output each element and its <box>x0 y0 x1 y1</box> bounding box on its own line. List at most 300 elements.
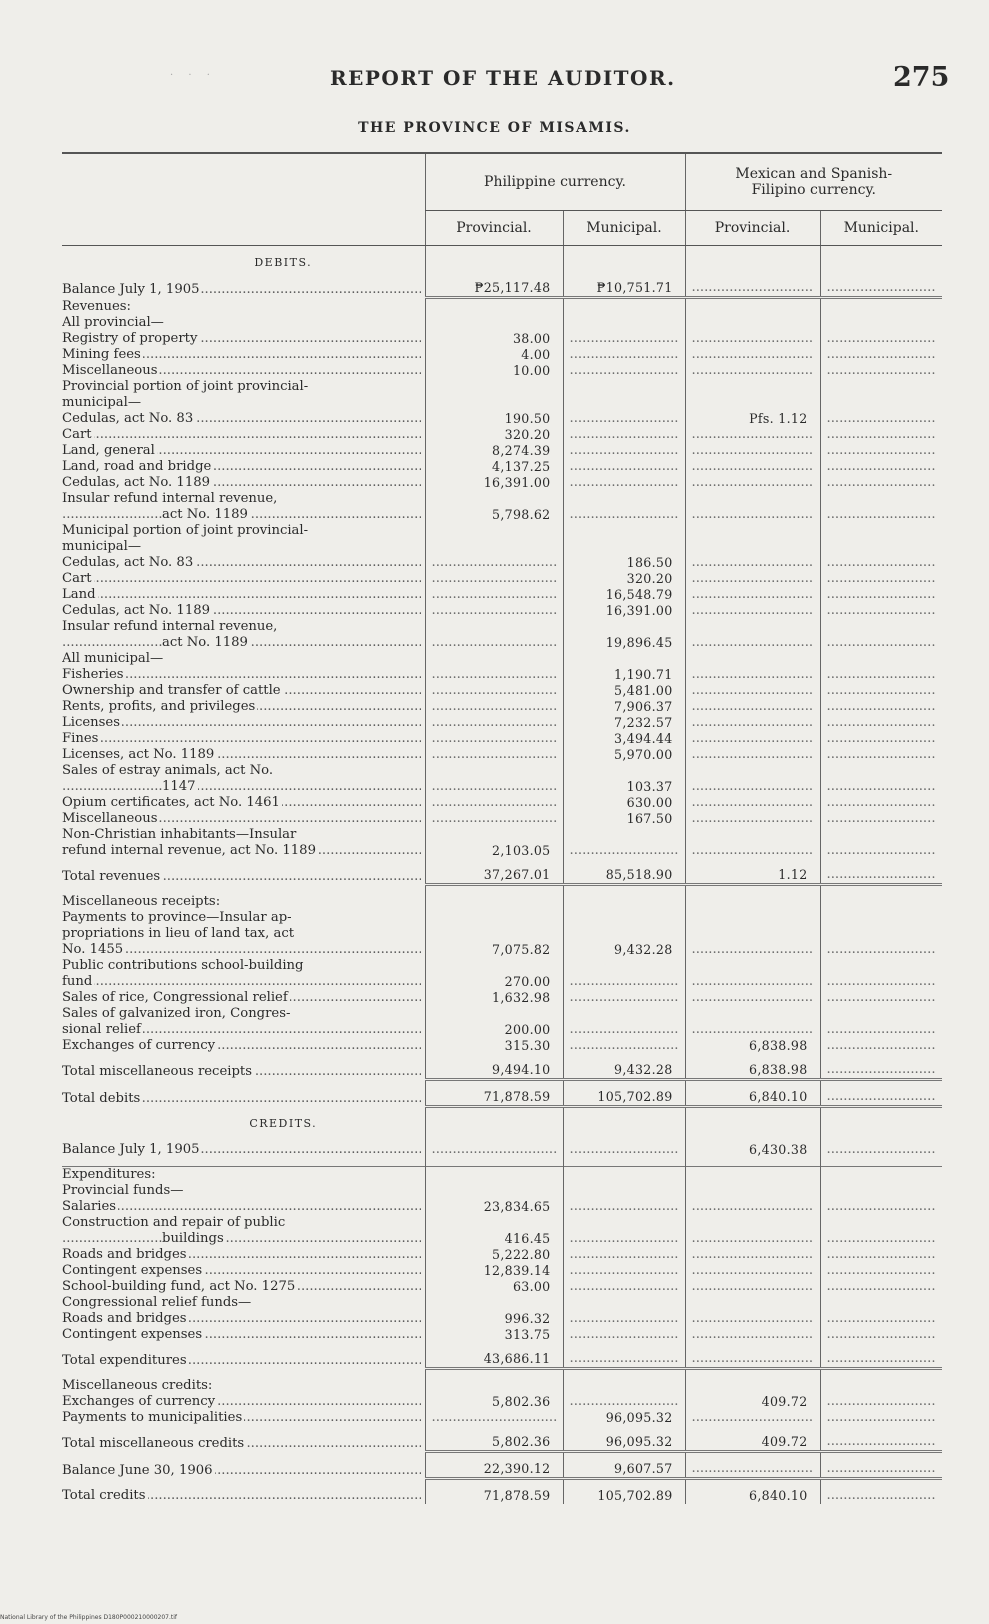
row-label <box>62 827 425 843</box>
row-label-text: Total revenues <box>62 868 161 884</box>
row-label-text: Mining fees <box>62 347 141 362</box>
empty-cell <box>425 1215 563 1231</box>
empty-cell <box>685 1295 820 1311</box>
dotted-empty-cell <box>820 1488 942 1504</box>
table-row <box>62 298 942 316</box>
spacer-cell <box>62 1369 425 1379</box>
dotted-empty-cell <box>685 507 820 523</box>
header-title: REPORT OF THE AUDITOR. <box>330 66 676 90</box>
dotted-empty-cell <box>685 1247 820 1263</box>
empty-cell <box>685 395 820 411</box>
row-label <box>62 894 425 910</box>
total-label <box>62 1488 425 1504</box>
spacer-cell <box>820 859 942 867</box>
empty-cell <box>820 539 942 555</box>
row-label-text: Ownership and transfer of cattle <box>62 683 281 698</box>
row-label <box>62 974 425 990</box>
table-row <box>62 347 942 363</box>
row-label-text: Insular refund internal revenue, <box>62 491 278 506</box>
spacer-row <box>62 1054 942 1062</box>
row-label-text: Land <box>62 587 96 602</box>
row-label-text: Exchanges of currency <box>62 1038 216 1053</box>
row-label-text: Cedulas, act No. 83 <box>62 411 194 426</box>
amount-cell: 37,267.01 <box>425 867 563 885</box>
row-label-text: Roads and bridges <box>62 1247 187 1262</box>
spacer-cell <box>820 1369 942 1379</box>
dotted-empty-cell <box>685 942 820 958</box>
amount-cell: 1,632.98 <box>425 990 563 1006</box>
amount-cell: 313.75 <box>425 1327 563 1343</box>
empty-cell <box>685 910 820 926</box>
dotted-empty-cell <box>820 1062 942 1080</box>
ledger-table <box>62 152 942 1504</box>
dotted-empty-cell <box>820 1434 942 1452</box>
dotted-empty-cell <box>685 280 820 298</box>
spacer-cell <box>62 1080 425 1090</box>
empty-cell <box>685 539 820 555</box>
row-label-text: Expenditures: <box>62 1167 156 1182</box>
empty-cell <box>820 651 942 667</box>
row-label-text: 1147 <box>162 779 196 794</box>
spacer-row <box>62 1452 942 1462</box>
empty-cell <box>425 315 563 331</box>
empty-cell <box>685 651 820 667</box>
amount-cell: 71,878.59 <box>425 1089 563 1107</box>
empty-cell <box>425 619 563 635</box>
row-label <box>62 958 425 974</box>
empty-cell <box>563 539 685 555</box>
row-label-text: Total debits <box>62 1090 141 1106</box>
empty-cell <box>563 1215 685 1231</box>
amount-cell: 63.00 <box>425 1279 563 1295</box>
table-row <box>62 747 942 763</box>
row-label-text: Payments to province—Insular ap- <box>62 910 292 925</box>
amount-cell: 1.12 <box>685 867 820 885</box>
amount-cell: 630.00 <box>563 795 685 811</box>
spacer-cell <box>425 1479 563 1489</box>
total-row <box>62 1062 942 1080</box>
row-label-text: Public contributions school-building <box>62 958 304 973</box>
row-label-text: School-building fund, act No. 1275 <box>62 1279 296 1294</box>
empty-cell <box>820 763 942 779</box>
table-row <box>62 1295 942 1311</box>
row-label <box>62 1394 425 1410</box>
total-row <box>62 1089 942 1107</box>
dotted-empty-cell <box>820 635 942 651</box>
row-label <box>62 779 425 795</box>
spacer-cell <box>820 1426 942 1434</box>
row-label-text: All provincial— <box>62 315 164 330</box>
spacer-cell <box>425 1158 563 1167</box>
spacer-cell <box>563 1080 685 1090</box>
spacer-cell <box>820 1343 942 1351</box>
empty-cell <box>425 1107 563 1143</box>
empty-cell <box>685 894 820 910</box>
page-header <box>0 62 989 98</box>
row-label <box>62 990 425 1006</box>
dotted-empty-cell <box>685 731 820 747</box>
empty-cell <box>425 894 563 910</box>
empty-cell <box>563 763 685 779</box>
table-row <box>62 1327 942 1343</box>
table-row <box>62 1199 942 1215</box>
empty-cell <box>563 379 685 395</box>
amount-cell: 996.32 <box>425 1311 563 1327</box>
spacer-cell <box>685 885 820 895</box>
empty-cell <box>563 1183 685 1199</box>
empty-cell <box>563 910 685 926</box>
spacer-cell <box>425 1426 563 1434</box>
dotted-empty-cell <box>425 635 563 651</box>
dotted-empty-cell <box>425 667 563 683</box>
empty-cell <box>820 1378 942 1394</box>
row-label <box>62 1038 425 1054</box>
spacer-cell <box>563 1479 685 1489</box>
table-row <box>62 811 942 827</box>
dotted-empty-cell <box>685 779 820 795</box>
dotted-empty-cell <box>563 459 685 475</box>
page-speckles: · · · <box>170 70 216 81</box>
spacer-row <box>62 1479 942 1489</box>
dotted-empty-cell <box>820 1142 942 1158</box>
row-label-text: Construction and repair of public <box>62 1215 286 1230</box>
row-label-text: Payments to municipalities <box>62 1410 243 1425</box>
row-label-text: Total expenditures <box>62 1352 187 1368</box>
dotted-empty-cell <box>685 571 820 587</box>
dotted-empty-cell <box>820 1461 942 1479</box>
empty-cell <box>820 298 942 316</box>
row-label <box>62 651 425 667</box>
dotted-empty-cell <box>685 555 820 571</box>
total-label <box>62 1434 425 1452</box>
dotted-empty-cell <box>563 1247 685 1263</box>
table-row <box>62 683 942 699</box>
dotted-empty-cell <box>425 1410 563 1426</box>
dotted-empty-cell <box>820 1038 942 1054</box>
amount-cell: 5,970.00 <box>563 747 685 763</box>
amount-cell: 6,840.10 <box>685 1089 820 1107</box>
row-label <box>62 667 425 683</box>
empty-cell <box>820 1183 942 1199</box>
scan-footer: National Library of the Philippines D180P000210000207.tif <box>0 1614 178 1621</box>
spacer-row <box>62 1343 942 1351</box>
table-row <box>62 1410 942 1426</box>
row-label-text: Municipal portion of joint provincial- <box>62 523 309 538</box>
row-label-text: Cart <box>62 571 92 586</box>
amount-cell: 5,802.36 <box>425 1394 563 1410</box>
empty-cell <box>563 894 685 910</box>
province-title: THE PROVINCE OF MISAMIS. <box>358 120 631 136</box>
table-row <box>62 699 942 715</box>
table-row <box>62 990 942 1006</box>
row-label-text: municipal— <box>62 395 142 410</box>
table-row <box>62 843 942 859</box>
empty-cell <box>425 1295 563 1311</box>
row-label-text: Miscellaneous receipts: <box>62 894 221 909</box>
row-label <box>62 443 425 459</box>
row-label-text: Total credits <box>62 1488 146 1503</box>
table-row <box>62 1311 942 1327</box>
dotted-empty-cell <box>820 555 942 571</box>
row-label-text: Land, general <box>62 443 155 458</box>
empty-cell <box>820 379 942 395</box>
amount-cell: 6,838.98 <box>685 1062 820 1080</box>
dotted-empty-cell <box>563 363 685 379</box>
dotted-empty-cell <box>685 331 820 347</box>
dotted-empty-cell <box>685 1311 820 1327</box>
spacer-cell <box>425 1452 563 1462</box>
empty-cell <box>820 246 942 281</box>
spacer-cell <box>425 859 563 867</box>
row-label <box>62 539 425 555</box>
spacer-cell <box>62 1479 425 1489</box>
col-header-municipal-mx: Municipal. <box>820 211 942 246</box>
dotted-empty-cell <box>820 843 942 859</box>
dotted-empty-cell <box>563 1327 685 1343</box>
dotted-empty-cell <box>820 1247 942 1263</box>
table-row <box>62 827 942 843</box>
dotted-empty-cell <box>685 715 820 731</box>
row-label <box>62 1327 425 1343</box>
table-row <box>62 1378 942 1394</box>
dotted-empty-cell <box>820 1231 942 1247</box>
empty-cell <box>563 1006 685 1022</box>
spacer-cell <box>820 1054 942 1062</box>
spacer-cell <box>820 1452 942 1462</box>
spacer-cell <box>685 1054 820 1062</box>
amount-cell: 6,838.98 <box>685 1038 820 1054</box>
section-heading <box>62 1107 425 1143</box>
amount-cell: 38.00 <box>425 331 563 347</box>
row-label <box>62 331 425 347</box>
table-row <box>62 1006 942 1022</box>
dotted-empty-cell <box>563 843 685 859</box>
amount-cell: 416.45 <box>425 1231 563 1247</box>
amount-cell: 23,834.65 <box>425 1199 563 1215</box>
dotted-empty-cell <box>820 1022 942 1038</box>
empty-cell <box>425 1183 563 1199</box>
empty-cell <box>425 379 563 395</box>
total-label <box>62 1089 425 1107</box>
spacer-row <box>62 859 942 867</box>
mexican-spanish-currency-header <box>685 153 942 211</box>
row-label-text: refund internal revenue, act No. 1189 <box>62 843 316 858</box>
dotted-empty-cell <box>820 667 942 683</box>
row-label <box>62 523 425 539</box>
empty-cell <box>563 1378 685 1394</box>
spacer-cell <box>62 1426 425 1434</box>
empty-cell <box>685 1107 820 1143</box>
dotted-empty-cell <box>685 363 820 379</box>
ledger-body <box>62 246 942 1505</box>
table-row <box>62 763 942 779</box>
table-row <box>62 587 942 603</box>
dotted-empty-cell <box>685 459 820 475</box>
empty-cell <box>685 958 820 974</box>
amount-cell: 409.72 <box>685 1434 820 1452</box>
spacer-cell <box>563 1369 685 1379</box>
dotted-empty-cell <box>563 1142 685 1158</box>
row-label <box>62 315 425 331</box>
row-label <box>62 910 425 926</box>
table-row <box>62 491 942 507</box>
row-label <box>62 603 425 619</box>
dotted-empty-cell <box>820 587 942 603</box>
dotted-empty-cell <box>820 811 942 827</box>
dotted-empty-cell <box>563 411 685 427</box>
amount-cell: 10.00 <box>425 363 563 379</box>
dotted-empty-cell <box>685 699 820 715</box>
row-label <box>62 1247 425 1263</box>
amount-cell: 9,607.57 <box>563 1461 685 1479</box>
col-header-provincial-ph: Provincial. <box>425 211 563 246</box>
dotted-empty-cell <box>425 747 563 763</box>
empty-cell <box>563 958 685 974</box>
dotted-empty-cell <box>425 571 563 587</box>
row-label-text: Cedulas, act No. 1189 <box>62 475 210 490</box>
dotted-empty-cell <box>820 1410 942 1426</box>
dotted-empty-cell <box>685 1279 820 1295</box>
spacer-cell <box>685 1080 820 1090</box>
table-row <box>62 603 942 619</box>
empty-cell <box>563 926 685 942</box>
table-row <box>62 894 942 910</box>
row-label-text: Miscellaneous credits: <box>62 1378 213 1393</box>
empty-cell <box>685 1378 820 1394</box>
dotted-empty-cell <box>685 635 820 651</box>
row-label-text: Congressional relief funds— <box>62 1295 252 1310</box>
dotted-empty-cell <box>563 427 685 443</box>
dotted-empty-cell <box>425 731 563 747</box>
empty-cell <box>685 1183 820 1199</box>
table-row <box>62 280 942 298</box>
empty-cell <box>425 246 563 281</box>
amount-cell: 320.20 <box>425 427 563 443</box>
empty-cell <box>685 1167 820 1184</box>
spacer-cell <box>563 1054 685 1062</box>
amount-cell: 43,686.11 <box>425 1351 563 1369</box>
empty-cell <box>425 523 563 539</box>
row-label-text: Revenues: <box>62 299 131 314</box>
dotted-empty-cell <box>685 811 820 827</box>
dotted-empty-cell <box>563 443 685 459</box>
amount-cell: 6,840.10 <box>685 1488 820 1504</box>
row-label-text: Provincial portion of joint provincial- <box>62 379 309 394</box>
dotted-empty-cell <box>820 779 942 795</box>
table-row <box>62 1231 942 1247</box>
empty-cell <box>425 1006 563 1022</box>
empty-cell <box>425 1378 563 1394</box>
spacer-cell <box>820 1158 942 1167</box>
table-row <box>62 667 942 683</box>
amount-cell: 9,432.28 <box>563 1062 685 1080</box>
row-label <box>62 1295 425 1311</box>
row-label-text: Sales of estray animals, act No. <box>62 763 274 778</box>
row-label <box>62 475 425 491</box>
empty-cell <box>563 1107 685 1143</box>
dotted-empty-cell <box>685 443 820 459</box>
row-label-text: Balance July 1, 1905 <box>62 1142 200 1157</box>
table-row <box>62 507 942 523</box>
amount-cell: 9,494.10 <box>425 1062 563 1080</box>
row-label <box>62 1378 425 1394</box>
empty-cell <box>685 926 820 942</box>
spacer-cell <box>685 1426 820 1434</box>
spacer-cell <box>685 1343 820 1351</box>
spacer-cell <box>685 1479 820 1489</box>
row-label <box>62 731 425 747</box>
spacer-cell <box>62 1452 425 1462</box>
amount-cell: 7,075.82 <box>425 942 563 958</box>
total-row <box>62 1434 942 1452</box>
spacer-cell <box>425 1369 563 1379</box>
table-row <box>62 1279 942 1295</box>
table-row <box>62 331 942 347</box>
row-label <box>62 843 425 859</box>
row-label-text: Fisheries <box>62 667 124 682</box>
amount-cell: 12,839.14 <box>425 1263 563 1279</box>
empty-cell <box>563 619 685 635</box>
spacer-row <box>62 1426 942 1434</box>
amount-cell: 9,432.28 <box>563 942 685 958</box>
dotted-empty-cell <box>563 1038 685 1054</box>
row-label-text: Salaries <box>62 1199 117 1214</box>
row-label <box>62 395 425 411</box>
row-label <box>62 459 425 475</box>
row-label-text: Roads and bridges <box>62 1311 187 1326</box>
dotted-empty-cell <box>563 1022 685 1038</box>
row-label <box>62 811 425 827</box>
spacer-cell <box>820 1479 942 1489</box>
empty-cell <box>820 1107 942 1143</box>
row-label-text: Contingent expenses <box>62 1263 203 1278</box>
row-label <box>62 1006 425 1022</box>
dotted-empty-cell <box>425 1142 563 1158</box>
dotted-empty-cell <box>820 1199 942 1215</box>
dotted-empty-cell <box>425 795 563 811</box>
row-label-text: Sales of rice, Congressional relief <box>62 990 288 1005</box>
row-label <box>62 1199 425 1215</box>
empty-cell <box>685 379 820 395</box>
amount-cell: ₱10,751.71 <box>563 280 685 298</box>
total-label <box>62 1351 425 1369</box>
empty-cell <box>820 315 942 331</box>
spacer-cell <box>685 859 820 867</box>
row-label-text: propriations in lieu of land tax, act <box>62 926 294 941</box>
table-row <box>62 1183 942 1199</box>
dotted-empty-cell <box>563 331 685 347</box>
dotted-empty-cell <box>563 1394 685 1410</box>
row-label-text: Rents, profits, and privileges <box>62 699 256 714</box>
amount-cell: 1,190.71 <box>563 667 685 683</box>
empty-cell <box>563 298 685 316</box>
table-row <box>62 619 942 635</box>
amount-cell: 7,906.37 <box>563 699 685 715</box>
table-row <box>62 571 942 587</box>
dotted-empty-cell <box>820 331 942 347</box>
table-row <box>62 379 942 395</box>
amount-cell: 315.30 <box>425 1038 563 1054</box>
row-label-text: Miscellaneous <box>62 811 158 826</box>
dotted-empty-cell <box>685 974 820 990</box>
row-label-text: All municipal— <box>62 651 164 666</box>
amount-cell: 200.00 <box>425 1022 563 1038</box>
spacer-cell <box>62 885 425 895</box>
dotted-empty-cell <box>820 990 942 1006</box>
row-label <box>62 411 425 427</box>
spacer-cell <box>685 1158 820 1167</box>
spacer-cell <box>563 1343 685 1351</box>
